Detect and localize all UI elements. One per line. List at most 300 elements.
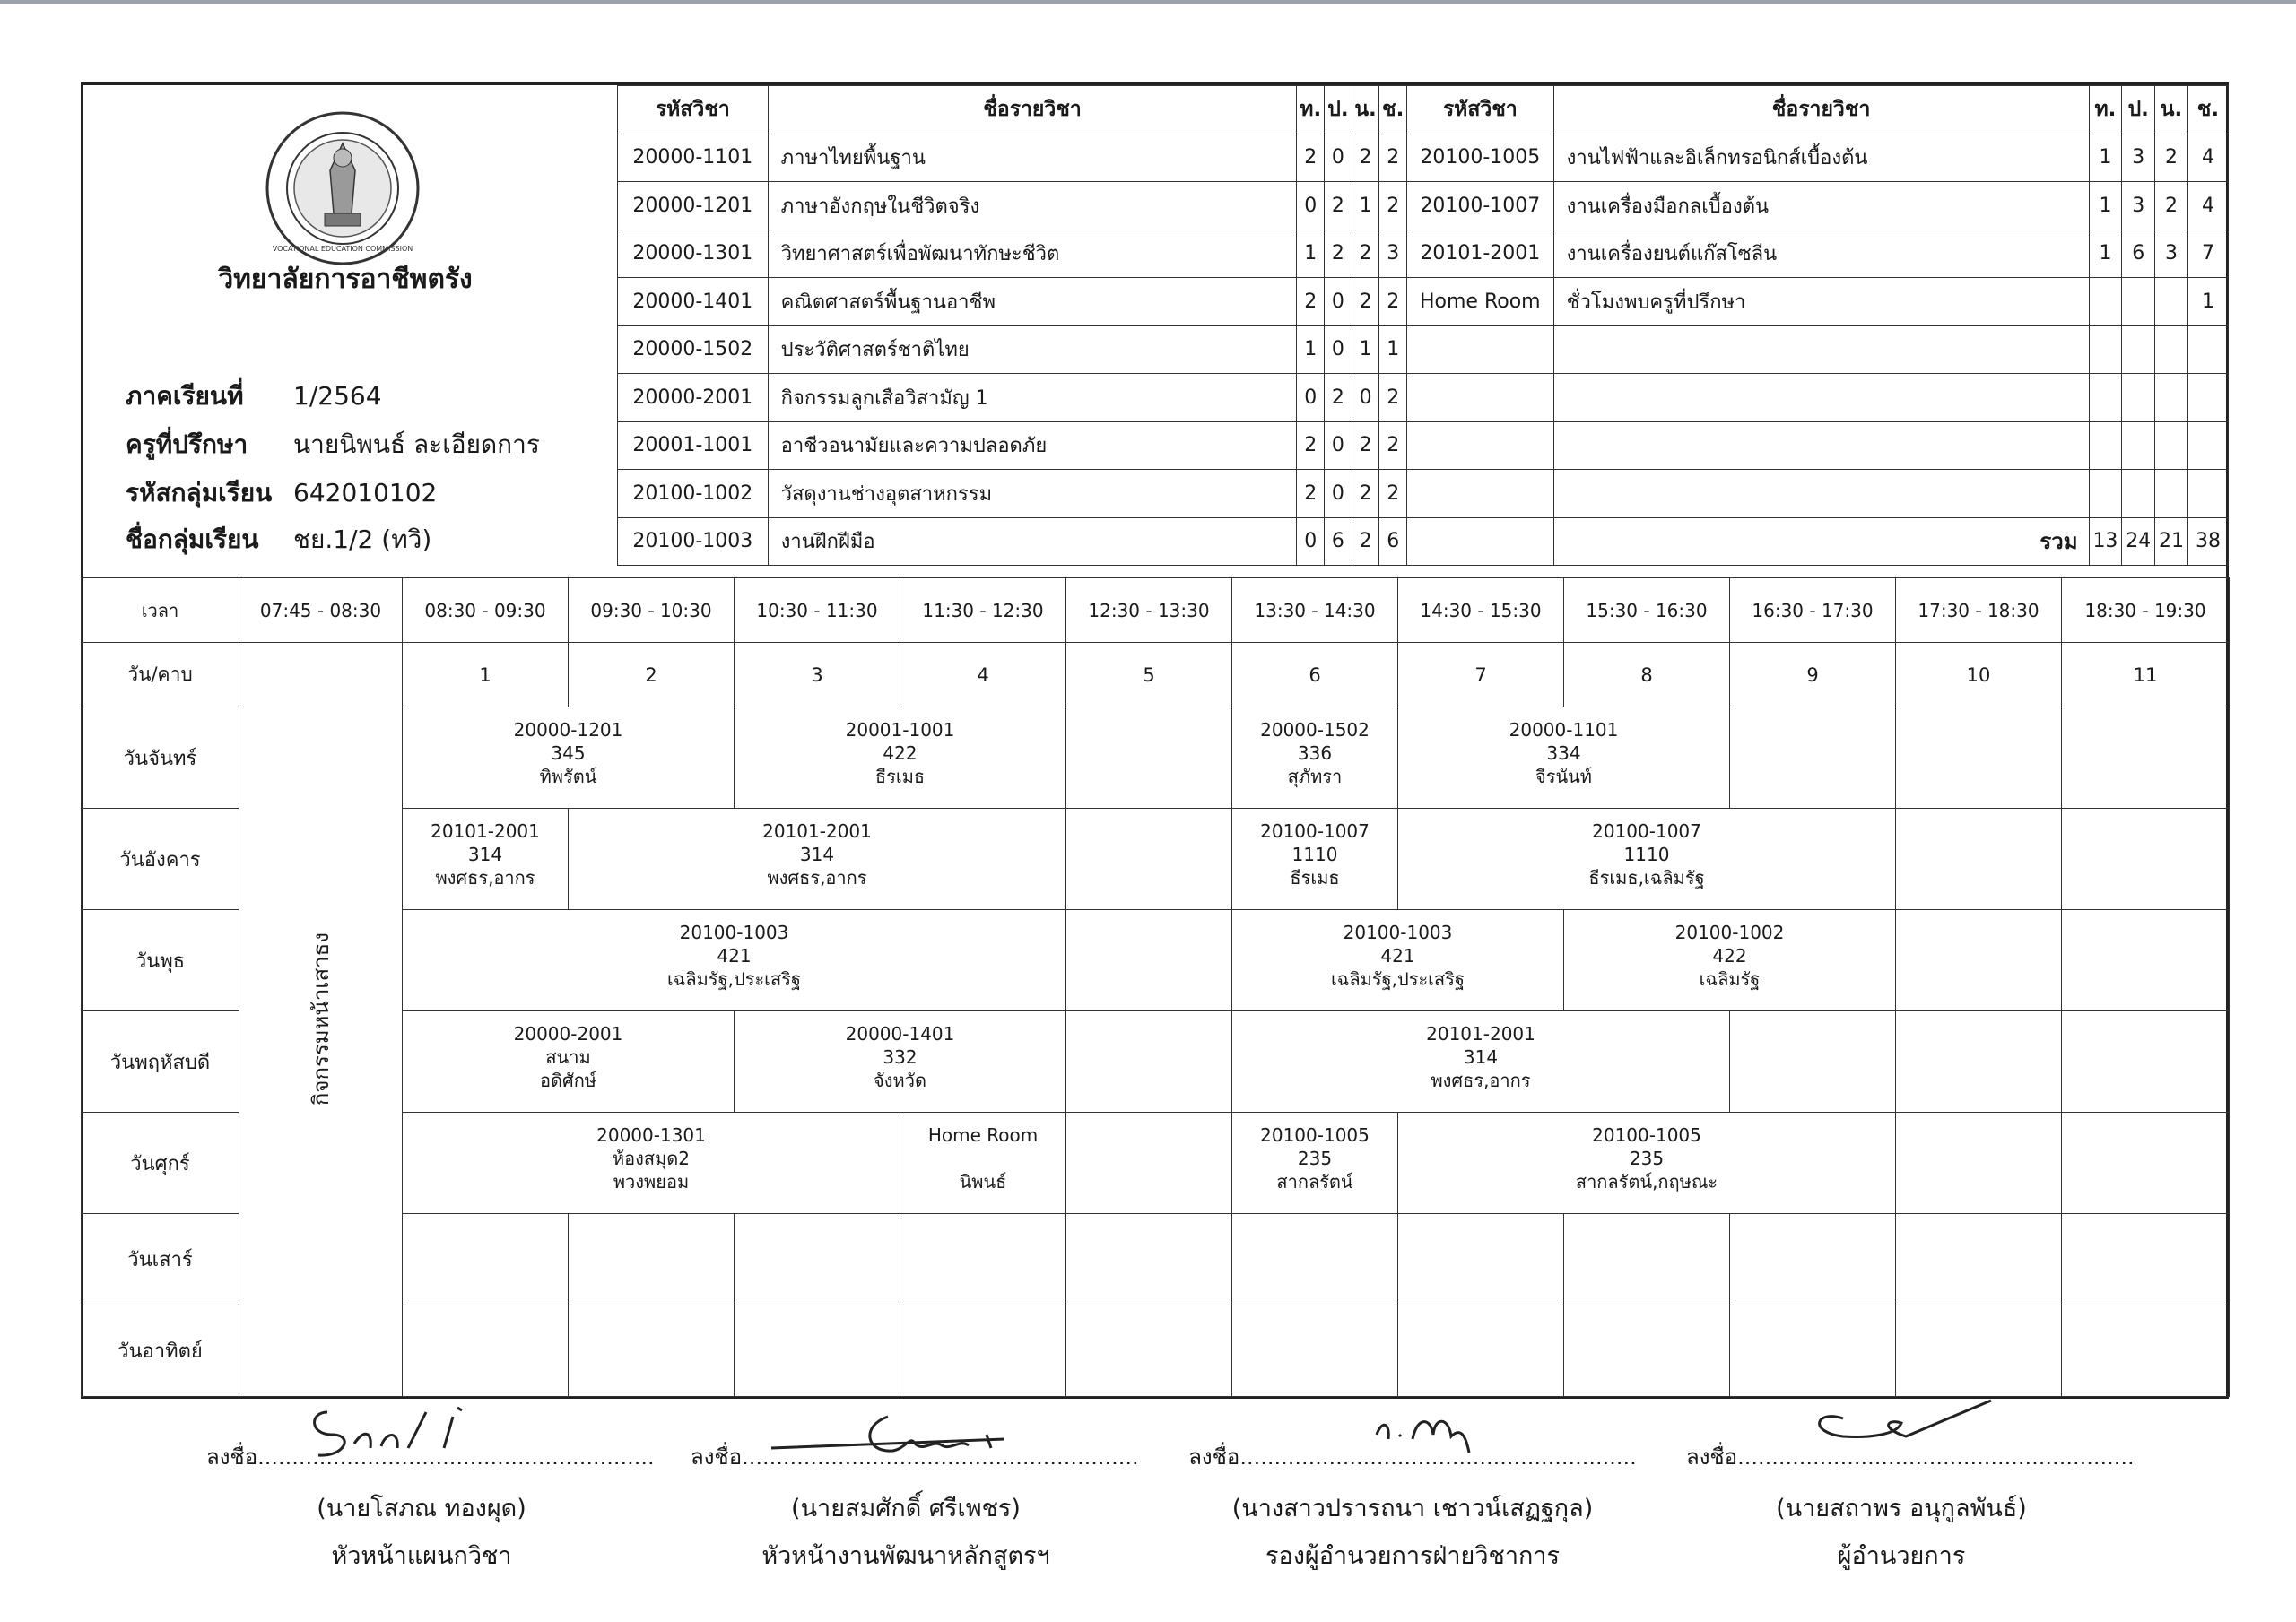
- day-row-monday: [82, 707, 2230, 809]
- subject-row: [618, 374, 2229, 422]
- class-block: [1398, 1113, 1896, 1214]
- class-room: 1110: [1623, 844, 1670, 865]
- subject-name: คณิตศาสตร์พื้นฐานอาชีพ: [768, 278, 1297, 326]
- class-block: [1232, 910, 1564, 1011]
- subject-name: งานเครื่องมือกลเบื้องต้น: [1553, 182, 2089, 230]
- class-code: 20101-2001: [762, 820, 872, 842]
- empty-slot: [1730, 1214, 1896, 1305]
- time-slot: 13:30 - 14:30: [1232, 578, 1398, 643]
- subject-hours-c: 4: [2187, 134, 2228, 182]
- empty-slot: [1232, 1214, 1398, 1305]
- signer-name: (นางสาวปรารถนา เชาวน์เสฏฐกุล): [1231, 1495, 1594, 1522]
- empty-cell: [1407, 374, 1554, 422]
- class-block: [1232, 707, 1398, 809]
- subject-hours-p: 2: [1325, 182, 1352, 230]
- empty-cell: [2089, 325, 2122, 374]
- time-slot: 07:45 - 08:30: [239, 578, 403, 643]
- info-label: ภาคเรียนที่: [126, 381, 244, 411]
- signer-name: (นายโสภณ ทองผุด): [317, 1495, 526, 1522]
- morning-activity-label: กิจกรรมหน้าเสาธง: [309, 932, 334, 1106]
- class-teacher: พวงพยอม: [613, 1171, 690, 1193]
- subject-row: [618, 278, 2229, 326]
- class-block: [403, 1011, 735, 1113]
- signer-role: หัวหน้าแผนกวิชา: [331, 1542, 512, 1570]
- sign-line: ลงชื่อ..........................................................: [691, 1444, 1139, 1470]
- col-name: ชื่อรายวิชา: [1553, 86, 2089, 134]
- class-code: 20000-1301: [596, 1124, 706, 1146]
- day-row-wednesday: [82, 910, 2230, 1011]
- period-row: [82, 643, 2230, 707]
- subject-name: ชั่วโมงพบครูที่ปรึกษา: [1553, 278, 2089, 326]
- day-label: วันพุธ: [82, 910, 239, 1011]
- class-block: [403, 1113, 900, 1214]
- subject-hours-n: 2: [2155, 134, 2188, 182]
- period-number: 2: [569, 643, 735, 707]
- subject-hours-p: [2122, 278, 2155, 326]
- period-number: 4: [900, 643, 1066, 707]
- day-label: วันศุกร์: [82, 1113, 239, 1214]
- subject-code: 20000-1201: [618, 182, 769, 230]
- col-name: ชื่อรายวิชา: [768, 86, 1297, 134]
- empty-slot: [1730, 1011, 1896, 1113]
- class-room: 345: [551, 742, 586, 764]
- college-name: วิทยาลัยการอาชีพตรัง: [218, 264, 473, 295]
- info-group-code: [126, 473, 437, 513]
- subject-hours-t: 0: [1297, 182, 1325, 230]
- subject-name: วิทยาศาสตร์เพื่อพัฒนาทักษะชีวิต: [768, 230, 1297, 278]
- period-label: วัน/คาบ: [82, 643, 239, 707]
- sign-line: ลงชื่อ..........................................................: [206, 1444, 655, 1470]
- empty-cell: [1553, 470, 2089, 518]
- subject-name: อาชีวอนามัยและความปลอดภัย: [768, 421, 1297, 470]
- class-teacher: สากลรัตน์,กฤษณะ: [1575, 1171, 1718, 1193]
- info-group-name: [126, 520, 431, 559]
- class-code: 20000-1502: [1260, 719, 1370, 741]
- class-teacher: เฉลิมรัฐ,ประเสริฐ: [666, 968, 802, 990]
- day-label: วันจันทร์: [82, 707, 239, 809]
- class-teacher: พงศธร,อากร: [767, 867, 867, 889]
- subject-header-row: [618, 86, 2229, 134]
- subject-row: [618, 325, 2229, 374]
- empty-slot: [900, 1305, 1066, 1397]
- class-code: 20100-1003: [1343, 922, 1453, 943]
- total-hours-t: 13: [2089, 517, 2122, 566]
- empty-slot: [2062, 910, 2230, 1011]
- subject-hours-c: 2: [1379, 134, 1407, 182]
- subject-hours-p: 0: [1325, 325, 1352, 374]
- subject-hours-n: 2: [1352, 230, 1379, 278]
- class-code: 20101-2001: [1426, 1023, 1535, 1045]
- subject-hours-p: 6: [1325, 517, 1352, 566]
- total-hours-c: 38: [2187, 517, 2228, 566]
- subject-name: งานไฟฟ้าและอิเล็กทรอนิกส์เบื้องต้น: [1553, 134, 2089, 182]
- subject-rows: [618, 134, 2229, 566]
- class-code: 20000-1101: [1509, 719, 1619, 741]
- total-hours-p: 24: [2122, 517, 2155, 566]
- subject-hours-c: 4: [2187, 182, 2228, 230]
- empty-cell: [2089, 470, 2122, 518]
- info-semester: [126, 377, 382, 416]
- subject-code: 20100-1003: [618, 517, 769, 566]
- subject-name: ภาษาอังกฤษในชีวิตจริง: [768, 182, 1297, 230]
- subject-hours-p: 0: [1325, 134, 1352, 182]
- subject-hours-t: 1: [1297, 230, 1325, 278]
- top-border-line: [0, 0, 2296, 4]
- class-teacher: พงศธร,อากร: [1431, 1070, 1531, 1091]
- subject-hours-t: 0: [1297, 374, 1325, 422]
- period-number: 3: [735, 643, 900, 707]
- subject-code: 20100-1007: [1407, 182, 1554, 230]
- info-advisor: [126, 425, 540, 464]
- class-teacher: นิพนธ์: [959, 1171, 1007, 1193]
- empty-slot: [1730, 1305, 1896, 1397]
- empty-cell: [1553, 325, 2089, 374]
- time-slot: 16:30 - 17:30: [1730, 578, 1896, 643]
- empty-slot: [1896, 910, 2062, 1011]
- day-row-thursday: [82, 1011, 2230, 1113]
- signature-block-2: [691, 1439, 1139, 1574]
- subject-code: 20100-1005: [1407, 134, 1554, 182]
- info-label: ชื่อกลุ่มเรียน: [126, 525, 259, 554]
- col-t: ท.: [1297, 86, 1325, 134]
- empty-slot: [2062, 1113, 2230, 1214]
- subject-hours-t: 2: [1297, 278, 1325, 326]
- time-slot: 15:30 - 16:30: [1564, 578, 1730, 643]
- class-block: [1232, 1011, 1730, 1113]
- subject-name: กิจกรรมลูกเสือวิสามัญ 1: [768, 374, 1297, 422]
- subject-hours-c: 1: [1379, 325, 1407, 374]
- subject-row: [618, 517, 2229, 566]
- class-teacher: อดิศักษ์: [540, 1070, 596, 1091]
- empty-slot: [1896, 707, 2062, 809]
- empty-slot: [1066, 1011, 1232, 1113]
- empty-slot: [1896, 1305, 2062, 1397]
- sign-line: ลงชื่อ..........................................................: [1686, 1444, 2135, 1470]
- class-block: [735, 1011, 1066, 1113]
- class-room: 336: [1297, 742, 1333, 764]
- empty-slot: [403, 1305, 569, 1397]
- class-code: 20000-1201: [513, 719, 623, 741]
- signer-name: (นายสถาพร อนุกูลพันธ์): [1776, 1495, 2027, 1522]
- class-teacher: สุภัทรา: [1287, 766, 1343, 787]
- class-teacher: ธีรเมธ: [874, 766, 926, 787]
- signature-block-3: [1188, 1439, 1637, 1574]
- time-row: [82, 578, 2230, 643]
- col-p: ป.: [2122, 86, 2155, 134]
- subject-table: [617, 85, 2229, 566]
- empty-slot: [1730, 707, 1896, 809]
- info-value: 642010102: [293, 478, 438, 507]
- class-room: 332: [883, 1046, 918, 1068]
- col-code: รหัสวิชา: [1407, 86, 1554, 134]
- class-code: 20001-1001: [845, 719, 955, 741]
- period-number: 1: [403, 643, 569, 707]
- subject-hours-n: 2: [1352, 470, 1379, 518]
- subject-code: Home Room: [1407, 278, 1554, 326]
- class-code: Home Room: [927, 1124, 1039, 1146]
- class-room: 314: [467, 844, 503, 865]
- class-teacher: ธีรเมธ: [1290, 867, 1340, 889]
- empty-cell: [2089, 421, 2122, 470]
- subject-hours-n: 2: [1352, 134, 1379, 182]
- time-slot: 17:30 - 18:30: [1896, 578, 2062, 643]
- info-value: ชย.1/2 (ทวิ): [293, 525, 432, 554]
- class-block: [403, 707, 735, 809]
- subject-code: 20000-1401: [618, 278, 769, 326]
- empty-cell: [2187, 470, 2228, 518]
- empty-slot: [1896, 809, 2062, 910]
- empty-cell: [2187, 325, 2228, 374]
- class-room: 421: [1380, 945, 1415, 967]
- time-slot: 18:30 - 19:30: [2062, 578, 2230, 643]
- col-code: รหัสวิชา: [618, 86, 769, 134]
- col-n: น.: [1352, 86, 1379, 134]
- subject-row: [618, 230, 2229, 278]
- info-label: ครูที่ปรึกษา: [126, 429, 248, 459]
- class-block: [1564, 910, 1896, 1011]
- subject-row: [618, 134, 2229, 182]
- class-room: 422: [883, 742, 918, 764]
- subject-hours-c: 2: [1379, 470, 1407, 518]
- subject-name: งานเครื่องยนต์แก๊สโซลีน: [1553, 230, 2089, 278]
- empty-slot: [1232, 1305, 1398, 1397]
- empty-slot: [1564, 1305, 1730, 1397]
- subject-hours-t: 2: [1297, 134, 1325, 182]
- class-code: 20000-1401: [845, 1023, 955, 1045]
- period-number: 8: [1564, 643, 1730, 707]
- period-number: 6: [1232, 643, 1398, 707]
- subject-hours-p: 2: [1325, 230, 1352, 278]
- subject-hours-p: 3: [2122, 182, 2155, 230]
- empty-cell: [2155, 421, 2188, 470]
- empty-slot: [900, 1214, 1066, 1305]
- subject-hours-t: 1: [1297, 325, 1325, 374]
- class-teacher: ทิพรัตน์: [539, 766, 597, 787]
- empty-cell: [2155, 374, 2188, 422]
- empty-slot: [1066, 1305, 1232, 1397]
- subject-code: 20101-2001: [1407, 230, 1554, 278]
- class-code: 20100-1002: [1674, 922, 1785, 943]
- class-room: 235: [1629, 1148, 1665, 1169]
- class-block: [1398, 707, 1730, 809]
- empty-slot: [1066, 910, 1232, 1011]
- logo-text: VOCATIONAL EDUCATION COMMISSION: [272, 245, 413, 253]
- signature-block-1: [206, 1439, 655, 1574]
- subject-hours-c: 1: [2187, 278, 2228, 326]
- class-block: [1398, 809, 1896, 910]
- time-slot: 09:30 - 10:30: [569, 578, 735, 643]
- subject-hours-p: 2: [1325, 374, 1352, 422]
- subject-hours-p: 0: [1325, 470, 1352, 518]
- class-teacher: เฉลิมรัฐ,ประเสริฐ: [1330, 968, 1465, 990]
- class-teacher: พงศธร,อากร: [435, 867, 535, 889]
- time-slot: 10:30 - 11:30: [735, 578, 900, 643]
- empty-slot: [1066, 809, 1232, 910]
- subject-code: 20000-2001: [618, 374, 769, 422]
- time-slot: 11:30 - 12:30: [900, 578, 1066, 643]
- class-room: 1110: [1292, 844, 1338, 865]
- empty-slot: [2062, 1305, 2230, 1397]
- col-c: ช.: [2187, 86, 2228, 134]
- subject-hours-n: 2: [1352, 278, 1379, 326]
- class-teacher: ธีรเมธ,เฉลิมรัฐ: [1588, 867, 1705, 889]
- subject-row: [618, 182, 2229, 230]
- subject-hours-c: 6: [1379, 517, 1407, 566]
- empty-slot: [569, 1214, 735, 1305]
- subject-hours-n: 0: [1352, 374, 1379, 422]
- subject-row: [618, 470, 2229, 518]
- empty-slot: [403, 1214, 569, 1305]
- period-number: 10: [1896, 643, 2062, 707]
- class-room: 334: [1546, 742, 1581, 764]
- day-label: วันอาทิตย์: [82, 1305, 239, 1397]
- subject-hours-n: 2: [1352, 421, 1379, 470]
- subject-hours-p: 3: [2122, 134, 2155, 182]
- class-block: [569, 809, 1066, 910]
- class-room: 314: [1463, 1046, 1499, 1068]
- subject-code: 20000-1301: [618, 230, 769, 278]
- class-room: 314: [799, 844, 835, 865]
- class-block: [735, 707, 1066, 809]
- subject-hours-p: 0: [1325, 278, 1352, 326]
- class-code: 20100-1007: [1260, 820, 1370, 842]
- subject-code: 20000-1502: [618, 325, 769, 374]
- info-value: นายนิพนธ์ ละเอียดการ: [293, 429, 540, 459]
- class-block: [1232, 1113, 1398, 1214]
- day-label: วันอังคาร: [82, 809, 239, 910]
- class-room: สนาม: [545, 1046, 591, 1068]
- college-seal-logo: [262, 108, 423, 269]
- period-number: 9: [1730, 643, 1896, 707]
- subject-hours-c: 2: [1379, 182, 1407, 230]
- schedule-table: [81, 577, 2230, 1397]
- class-code: 20100-1007: [1592, 820, 1701, 842]
- class-room: 421: [717, 945, 752, 967]
- empty-cell: [2122, 374, 2155, 422]
- subject-hours-p: 6: [2122, 230, 2155, 278]
- empty-slot: [2062, 809, 2230, 910]
- info-value: 1/2564: [293, 381, 382, 411]
- subject-row: [618, 421, 2229, 470]
- empty-cell: [1407, 470, 1554, 518]
- col-c: ช.: [1379, 86, 1407, 134]
- empty-slot: [569, 1305, 735, 1397]
- subject-hours-t: 1: [2089, 230, 2122, 278]
- subject-hours-n: 3: [2155, 230, 2188, 278]
- subject-name: วัสดุงานช่างอุตสาหกรรม: [768, 470, 1297, 518]
- empty-cell: [2155, 325, 2188, 374]
- subject-name: ภาษาไทยพื้นฐาน: [768, 134, 1297, 182]
- class-room: [900, 1147, 1065, 1170]
- subject-code: 20100-1002: [618, 470, 769, 518]
- subject-hours-n: 2: [1352, 517, 1379, 566]
- subject-hours-p: 0: [1325, 421, 1352, 470]
- empty-slot: [1896, 1113, 2062, 1214]
- empty-cell: [1407, 421, 1554, 470]
- col-p: ป.: [1325, 86, 1352, 134]
- empty-cell: [1407, 517, 1554, 566]
- day-label: วันพฤหัสบดี: [82, 1011, 239, 1113]
- class-code: 20100-1003: [679, 922, 789, 943]
- empty-slot: [1564, 1214, 1730, 1305]
- morning-activity-cell: [239, 643, 403, 1397]
- day-row-friday: [82, 1113, 2230, 1214]
- class-code: 20100-1005: [1260, 1124, 1370, 1146]
- time-slot: 12:30 - 13:30: [1066, 578, 1232, 643]
- empty-cell: [1553, 421, 2089, 470]
- signer-role: หัวหน้างานพัฒนาหลักสูตรฯ: [761, 1542, 1050, 1570]
- class-teacher: จีรนันท์: [1535, 766, 1592, 787]
- subject-hours-c: 2: [1379, 421, 1407, 470]
- empty-cell: [2122, 325, 2155, 374]
- subject-hours-c: 3: [1379, 230, 1407, 278]
- total-hours-n: 21: [2155, 517, 2188, 566]
- subject-hours-n: [2155, 278, 2188, 326]
- signer-role: รองผู้อำนวยการฝ่ายวิชาการ: [1265, 1542, 1560, 1570]
- empty-cell: [2122, 470, 2155, 518]
- subject-code: 20001-1001: [618, 421, 769, 470]
- empty-slot: [735, 1305, 900, 1397]
- subject-hours-n: 1: [1352, 182, 1379, 230]
- empty-cell: [2187, 421, 2228, 470]
- info-label: รหัสกลุ่มเรียน: [126, 478, 273, 507]
- subject-hours-t: 2: [1297, 470, 1325, 518]
- subject-hours-n: 2: [2155, 182, 2188, 230]
- subject-hours-t: 1: [2089, 134, 2122, 182]
- empty-cell: [2122, 421, 2155, 470]
- empty-slot: [1066, 1113, 1232, 1214]
- empty-slot: [1398, 1214, 1564, 1305]
- empty-slot: [1896, 1011, 2062, 1113]
- signer-name: (นายสมศักดิ์ ศรีเพชร): [791, 1495, 1021, 1522]
- sign-line: ลงชื่อ..........................................................: [1188, 1444, 1637, 1470]
- class-code: 20000-2001: [513, 1023, 623, 1045]
- subject-name: ประวัติศาสตร์ชาติไทย: [768, 325, 1297, 374]
- subject-hours-t: 2: [1297, 421, 1325, 470]
- subject-hours-t: 1: [2089, 182, 2122, 230]
- empty-slot: [1398, 1305, 1564, 1397]
- day-row-saturday: [82, 1214, 2230, 1305]
- class-block: [403, 809, 569, 910]
- empty-cell: [2089, 374, 2122, 422]
- subject-hours-n: 1: [1352, 325, 1379, 374]
- subject-name: งานฝึกฝีมือ: [768, 517, 1297, 566]
- empty-slot: [1066, 707, 1232, 809]
- empty-slot: [735, 1214, 900, 1305]
- class-block: [1232, 809, 1398, 910]
- empty-cell: [1553, 374, 2089, 422]
- period-number: 11: [2062, 643, 2230, 707]
- empty-slot: [2062, 707, 2230, 809]
- empty-slot: [1896, 1214, 2062, 1305]
- subject-hours-c: 2: [1379, 278, 1407, 326]
- class-code: 20101-2001: [430, 820, 540, 842]
- time-slot: 08:30 - 09:30: [403, 578, 569, 643]
- class-room: 235: [1297, 1148, 1333, 1169]
- period-number: 5: [1066, 643, 1232, 707]
- empty-cell: [2187, 374, 2228, 422]
- class-block: [403, 910, 1066, 1011]
- subject-code: 20000-1101: [618, 134, 769, 182]
- empty-cell: [2155, 470, 2188, 518]
- day-label: วันเสาร์: [82, 1214, 239, 1305]
- subject-hours-t: [2089, 278, 2122, 326]
- time-label: เวลา: [82, 578, 239, 643]
- subject-hours-c: 7: [2187, 230, 2228, 278]
- col-n: น.: [2155, 86, 2188, 134]
- empty-slot: [2062, 1011, 2230, 1113]
- subject-hours-t: 0: [1297, 517, 1325, 566]
